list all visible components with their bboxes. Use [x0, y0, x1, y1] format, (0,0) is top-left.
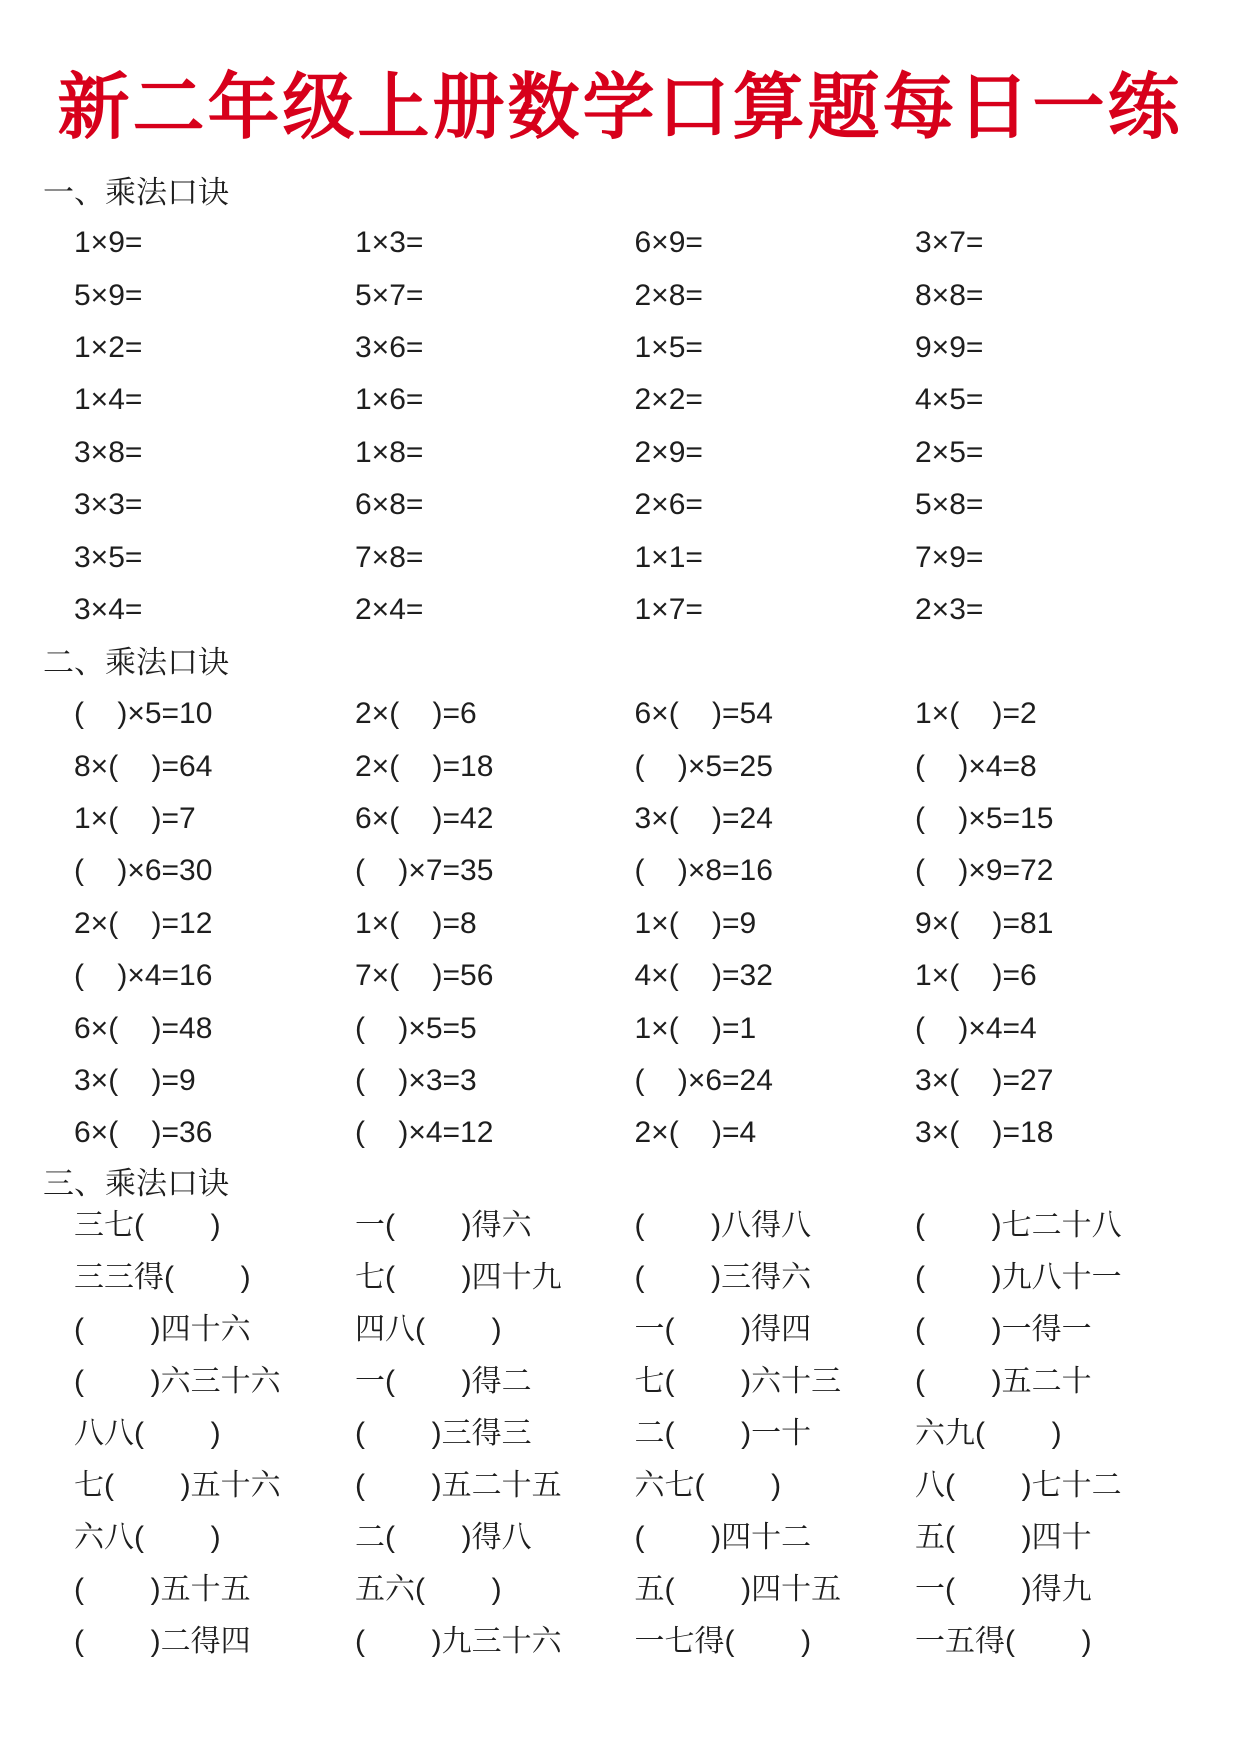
- problem-row: [74, 531, 1214, 583]
- problem-cell: 3×( )=24: [634, 801, 773, 835]
- problem-row: [74, 1107, 1214, 1159]
- problem-cell: ( )九三十六: [355, 1625, 562, 1658]
- problem-cell: 1×( )=8: [355, 906, 477, 940]
- problem-cell: 7×( )=56: [355, 959, 494, 993]
- section-3-heading: 三、乘法口诀: [43, 1166, 229, 1201]
- problem-cell: 2×( )=6: [355, 697, 477, 731]
- problem-cell: 1×4=: [74, 383, 143, 417]
- problem-cell: ( )×4=12: [355, 1116, 494, 1150]
- problem-cell: 一( )得四: [634, 1313, 812, 1346]
- problem-cell: 7×9=: [915, 540, 984, 574]
- problem-cell: ( )×4=4: [915, 1011, 1037, 1045]
- problem-cell: 五( )四十五: [634, 1573, 842, 1606]
- problem-cell: ( )二得四: [74, 1625, 251, 1658]
- problem-cell: 八八( ): [74, 1417, 221, 1450]
- problem-cell: ( )一得一: [915, 1313, 1092, 1346]
- problem-row: [74, 1408, 1214, 1460]
- problem-cell: 七( )五十六: [74, 1469, 281, 1502]
- problem-cell: 1×3=: [355, 226, 424, 260]
- problem-cell: ( )五十五: [74, 1573, 251, 1606]
- problem-row: [74, 269, 1214, 321]
- problem-cell: 8×( )=64: [74, 749, 213, 783]
- problem-row: [74, 217, 1214, 269]
- problem-cell: ( )八得八: [634, 1209, 812, 1242]
- problem-row: [74, 1002, 1214, 1054]
- problem-row: [74, 322, 1214, 374]
- problem-cell: 4×( )=32: [634, 959, 773, 993]
- problem-cell: 七( )六十三: [634, 1365, 842, 1398]
- problem-cell: 3×8=: [74, 435, 143, 469]
- problem-row: [74, 427, 1214, 479]
- problem-cell: ( )六三十六: [74, 1365, 281, 1398]
- problem-cell: 1×( )=2: [915, 697, 1037, 731]
- problem-cell: 2×5=: [915, 435, 984, 469]
- problem-cell: 六七( ): [634, 1469, 782, 1502]
- problem-cell: 八( )七十二: [915, 1469, 1122, 1502]
- problem-row: [74, 1055, 1214, 1107]
- problem-cell: 6×( )=54: [634, 697, 773, 731]
- problem-cell: 2×6=: [634, 488, 703, 522]
- problem-cell: 3×4=: [74, 592, 143, 626]
- problem-cell: ( )五二十: [915, 1365, 1092, 1398]
- problem-cell: 三三得( ): [74, 1261, 251, 1294]
- problem-cell: ( )×4=16: [74, 959, 213, 993]
- problem-cell: 5×9=: [74, 278, 143, 312]
- problem-cell: 四八( ): [355, 1313, 502, 1346]
- problem-row: [74, 950, 1214, 1002]
- problem-cell: 3×7=: [915, 226, 984, 260]
- problem-cell: ( )四十二: [634, 1521, 812, 1554]
- problem-cell: 6×( )=48: [74, 1011, 213, 1045]
- problem-cell: 2×( )=18: [355, 749, 494, 783]
- problem-cell: ( )四十六: [74, 1313, 251, 1346]
- problem-cell: ( )×9=72: [915, 854, 1054, 888]
- problem-cell: 6×9=: [634, 226, 703, 260]
- problem-row: [74, 1564, 1214, 1616]
- problem-row: [74, 688, 1214, 740]
- problem-cell: 3×( )=9: [74, 1063, 196, 1097]
- problem-cell: 3×6=: [355, 330, 424, 364]
- problem-cell: 1×( )=6: [915, 959, 1037, 993]
- problem-cell: 9×9=: [915, 330, 984, 364]
- problem-cell: 2×( )=12: [74, 906, 213, 940]
- problem-row: [74, 845, 1214, 897]
- problem-cell: 一五得( ): [915, 1625, 1092, 1658]
- problem-cell: ( )×6=30: [74, 854, 213, 888]
- problem-cell: 一七得( ): [634, 1625, 812, 1658]
- problem-cell: 一( )得九: [915, 1573, 1092, 1606]
- problem-cell: ( )×6=24: [634, 1063, 773, 1097]
- problem-cell: 1×6=: [355, 383, 424, 417]
- problem-cell: ( )×4=8: [915, 749, 1037, 783]
- problem-cell: 2×2=: [634, 383, 703, 417]
- problem-cell: ( )九八十一: [915, 1261, 1122, 1294]
- section-2-problems: [74, 688, 1214, 1160]
- problem-cell: 1×2=: [74, 330, 143, 364]
- problem-row: [74, 740, 1214, 792]
- problem-cell: 2×4=: [355, 592, 424, 626]
- problem-row: [74, 374, 1214, 426]
- problem-cell: 2×( )=4: [634, 1116, 757, 1150]
- problem-cell: 五六( ): [355, 1573, 502, 1606]
- problem-cell: 5×7=: [355, 278, 424, 312]
- problem-cell: ( )×5=10: [74, 697, 213, 731]
- problem-cell: ( )×3=3: [355, 1063, 477, 1097]
- problem-row: [74, 1460, 1214, 1512]
- problem-cell: ( )三得六: [634, 1261, 812, 1294]
- problem-cell: 三七( ): [74, 1209, 221, 1242]
- problem-row: [74, 1304, 1214, 1356]
- problem-cell: 1×( )=9: [634, 906, 757, 940]
- problem-cell: ( )五二十五: [355, 1469, 562, 1502]
- problem-cell: 1×5=: [634, 330, 703, 364]
- problem-row: [74, 1356, 1214, 1408]
- problem-cell: ( )×7=35: [355, 854, 494, 888]
- problem-cell: 二( )得八: [355, 1521, 532, 1554]
- problem-cell: 2×3=: [915, 592, 984, 626]
- problem-cell: 1×9=: [74, 226, 143, 260]
- problem-cell: ( )×5=15: [915, 801, 1054, 835]
- problem-row: [74, 584, 1214, 636]
- problem-row: [74, 898, 1214, 950]
- problem-cell: 五( )四十: [915, 1521, 1092, 1554]
- section-1-heading: 一、乘法口诀: [43, 175, 229, 210]
- problem-cell: 3×5=: [74, 540, 143, 574]
- problem-cell: ( )×5=5: [355, 1011, 477, 1045]
- problem-cell: ( )七二十八: [915, 1209, 1122, 1242]
- problem-cell: 1×1=: [634, 540, 703, 574]
- problem-cell: ( )×5=25: [634, 749, 773, 783]
- problem-cell: 9×( )=81: [915, 906, 1054, 940]
- problem-row: [74, 1512, 1214, 1564]
- problem-cell: 2×8=: [634, 278, 703, 312]
- problem-cell: 6×( )=36: [74, 1116, 213, 1150]
- problem-cell: 3×( )=18: [915, 1116, 1054, 1150]
- problem-cell: 6×8=: [355, 488, 424, 522]
- problem-cell: 一( )得二: [355, 1365, 532, 1398]
- problem-cell: 5×8=: [915, 488, 984, 522]
- problem-cell: 8×8=: [915, 278, 984, 312]
- problem-row: [74, 1200, 1214, 1252]
- problem-cell: 六八( ): [74, 1521, 221, 1554]
- problem-row: [74, 1616, 1214, 1668]
- problem-cell: ( )三得三: [355, 1417, 532, 1450]
- problem-cell: ( )×8=16: [634, 854, 773, 888]
- problem-cell: 3×3=: [74, 488, 143, 522]
- problem-cell: 七( )四十九: [355, 1261, 562, 1294]
- section-3-problems: [74, 1200, 1214, 1668]
- problem-cell: 6×( )=42: [355, 801, 494, 835]
- problem-cell: 2×9=: [634, 435, 703, 469]
- problem-cell: 1×( )=1: [634, 1011, 757, 1045]
- problem-cell: 3×( )=27: [915, 1063, 1054, 1097]
- problem-cell: 1×7=: [634, 592, 703, 626]
- problem-cell: 4×5=: [915, 383, 984, 417]
- problem-cell: 1×( )=7: [74, 801, 196, 835]
- problem-row: [74, 793, 1214, 845]
- problem-cell: 一( )得六: [355, 1209, 532, 1242]
- page-title: 新二年级上册数学口算题每日一练: [57, 64, 1183, 149]
- section-2-heading: 二、乘法口诀: [43, 645, 229, 680]
- problem-row: [74, 479, 1214, 531]
- section-1-problems: [74, 217, 1214, 636]
- problem-cell: 二( )一十: [634, 1417, 812, 1450]
- problem-cell: 六九( ): [915, 1417, 1062, 1450]
- problem-cell: 1×8=: [355, 435, 424, 469]
- problem-cell: 7×8=: [355, 540, 424, 574]
- problem-row: [74, 1252, 1214, 1304]
